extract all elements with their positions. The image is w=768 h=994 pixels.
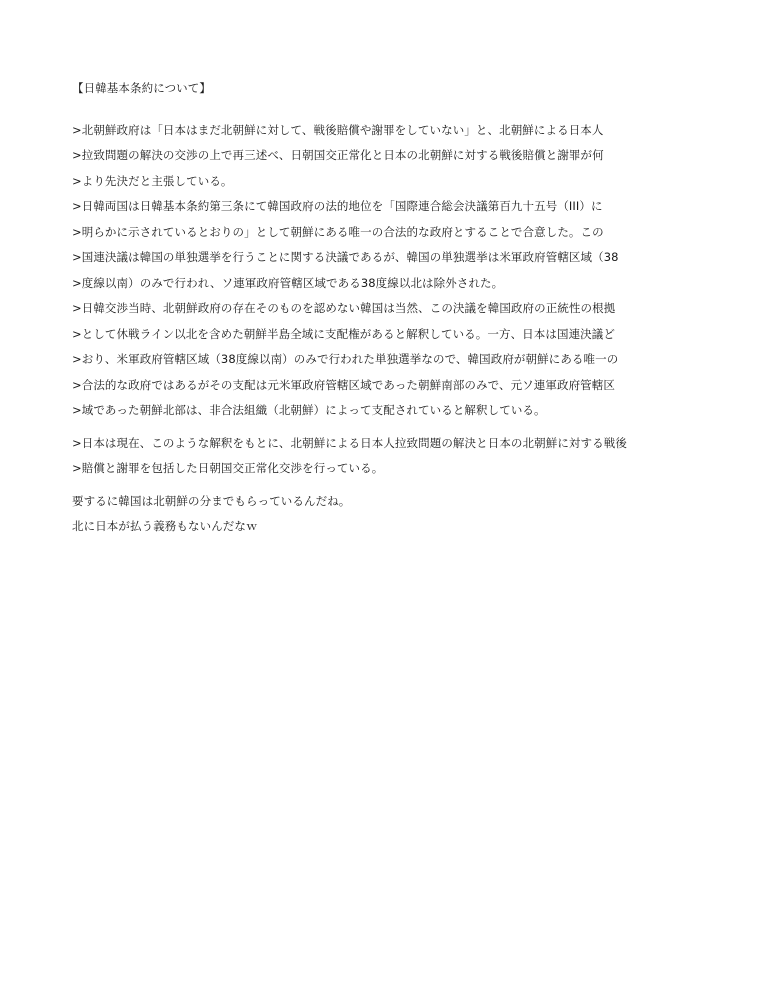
quote-line: >日韓交渉当時、北朝鮮政府の存在そのものを認めない韓国は当然、この決議を韓国政府の正統性の根拠 [72, 301, 616, 315]
quote-line: >賠償と謝罪を包括した日朝国交正常化交渉を行っている。 [72, 461, 384, 475]
quote-line: >北朝鮮政府は「日本はまだ北朝鮮に対して、戦後賠償や謝罪をしていない」と、北朝鮮による日本人 [72, 122, 604, 137]
spacer [72, 424, 692, 431]
quote-line: >より先決だと主張している。 [72, 173, 233, 188]
quote-line: >おり、米軍政府管轄区域（38度線以南）のみで行われた単独選挙なので、韓国政府が朝鮮にある唯一の [72, 352, 619, 366]
comment-block [72, 489, 692, 540]
quote-line: >域であった朝鮮北部は、非合法組織（北朝鮮）によって支配されていると解釈している。 [72, 403, 546, 417]
quote-line: >度線以南）のみで行われ、ソ連軍政府管轄区域である38度線以北は除外された。 [72, 275, 504, 290]
quote-block-2 [72, 431, 692, 482]
quote-line: >日韓両国は日韓基本条約第三条にて韓国政府の法的地位を「国際連合総会決議第百九十五号（III）に [72, 199, 603, 213]
comment-line: 要するに韓国は北朝鮮の分までもらっているんだね。 [72, 493, 351, 508]
quote-line: >として休戦ライン以北を含めた朝鮮半島全域に支配権があると解釈している。一方、日本は国連決議ど [72, 326, 615, 341]
quote-line: >合法的な政府ではあるがその支配は元米軍政府管轄区域であった朝鮮南部のみで、元ソ連軍政府管轄区 [72, 377, 615, 392]
comment-line: 北に日本が払う義務もないんだなｗ [72, 519, 258, 533]
spacer [72, 482, 692, 489]
spacer [72, 102, 692, 118]
quote-block-1 [72, 118, 692, 424]
quote-line: >明らかに示されているとおりの」として朝鮮にある唯一の合法的な政府とすることで合意した。この [72, 224, 604, 239]
quote-line: >日本は現在、このような解釈をもとに、北朝鮮による日本人拉致問題の解決と日本の北朝鮮に対する戦後 [72, 435, 627, 450]
document-title: 【日韓基本条約について】 [72, 81, 211, 95]
quote-line: >国連決議は韓国の単独選挙を行うことに関する決議であるが、韓国の単独選挙は米軍政府管轄区域（38 [72, 250, 619, 264]
quote-line: >拉致問題の解決の交渉の上で再三述べ、日朝国交正常化と日本の北朝鮮に対する戦後賠償と謝罪が何 [72, 148, 604, 162]
document-body [72, 76, 692, 540]
